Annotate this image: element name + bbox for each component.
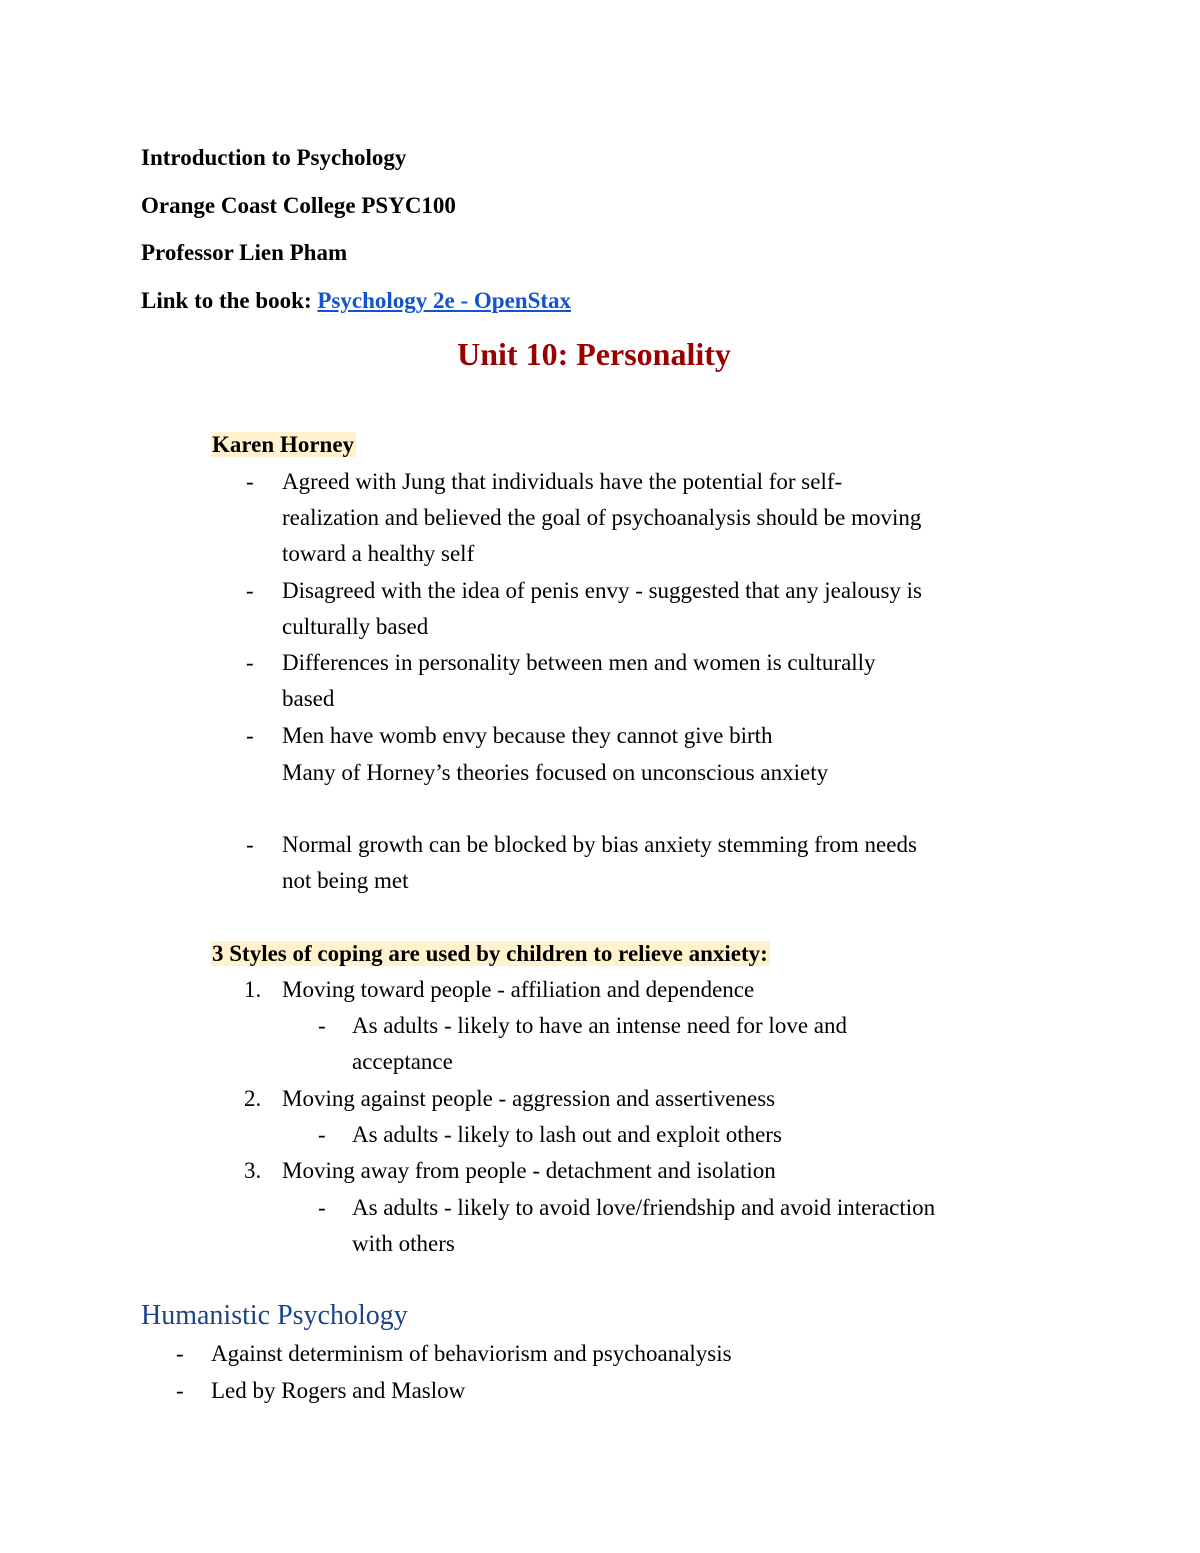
horney-bullet-1-line-2: realization and believed the goal of psychoanalysis should be moving <box>282 505 922 530</box>
horney-bullet-1-line-3: toward a healthy self <box>282 541 475 566</box>
horney-note: Many of Horney’s theories focused on unconscious anxiety <box>282 760 829 785</box>
bullet-marker: - <box>246 578 254 603</box>
book-link-label: Link to the book: <box>141 288 312 313</box>
coping-item-3-sub-line-2: with others <box>352 1231 455 1256</box>
coping-heading-text: 3 Styles of coping are used by children to relieve anxiety: <box>212 941 768 966</box>
coping-item-3: Moving away from people - detachment and isolation <box>282 1158 776 1183</box>
horney-bullet-5-line-1: Normal growth can be blocked by bias anxiety stemming from needs <box>282 832 917 857</box>
bullet-marker: - <box>246 832 254 857</box>
humanistic-bullet-2: Led by Rogers and Maslow <box>211 1378 466 1403</box>
book-link[interactable]: Psychology 2e - OpenStax <box>317 288 572 313</box>
coping-item-2-sub-line-1: As adults - likely to lash out and exploit others <box>352 1122 782 1147</box>
humanistic-heading: Humanistic Psychology <box>141 1300 408 1331</box>
list-number: 1. <box>244 977 262 1002</box>
coping-heading <box>211 939 770 969</box>
coping-item-1-sub-line-1: As adults - likely to have an intense need for love and <box>352 1013 847 1038</box>
unit-title: Unit 10: Personality <box>457 336 731 372</box>
horney-bullet-3-line-1: Differences in personality between men and women is culturally <box>282 650 876 675</box>
coping-item-3-sub-line-1: As adults - likely to avoid love/friendship and avoid interaction <box>352 1195 936 1220</box>
horney-bullet-4-line-1: Men have womb envy because they cannot give birth <box>282 723 773 748</box>
book-link-line <box>141 287 571 315</box>
bullet-marker: - <box>176 1341 184 1366</box>
coping-item-2: Moving against people - aggression and assertiveness <box>282 1086 776 1111</box>
karen-horney-heading-text: Karen Horney <box>212 432 355 457</box>
professor-name: Professor Lien Pham <box>141 240 348 265</box>
horney-bullet-1-line-1: Agreed with Jung that individuals have the potential for self- <box>282 469 843 494</box>
bullet-marker: - <box>246 469 254 494</box>
bullet-marker: - <box>246 723 254 748</box>
bullet-marker: - <box>246 650 254 675</box>
horney-bullet-2-line-1: Disagreed with the idea of penis envy - suggested that any jealousy is <box>282 578 923 603</box>
humanistic-bullet-1: Against determinism of behaviorism and psychoanalysis <box>211 1341 732 1366</box>
coping-item-1: Moving toward people - affiliation and dependence <box>282 977 755 1002</box>
list-number: 2. <box>244 1086 262 1111</box>
college-name: Orange Coast College PSYC100 <box>141 193 456 218</box>
bullet-marker: - <box>318 1013 326 1038</box>
bullet-marker: - <box>176 1378 184 1403</box>
coping-item-1-sub-line-2: acceptance <box>352 1049 453 1074</box>
karen-horney-heading <box>211 430 356 460</box>
bullet-marker: - <box>318 1195 326 1220</box>
bullet-marker: - <box>318 1122 326 1147</box>
horney-bullet-3-line-2: based <box>282 686 335 711</box>
horney-bullet-5-line-2: not being met <box>282 868 409 893</box>
horney-bullet-2-line-2: culturally based <box>282 614 429 639</box>
list-number: 3. <box>244 1158 262 1183</box>
course-title: Introduction to Psychology <box>141 145 407 170</box>
